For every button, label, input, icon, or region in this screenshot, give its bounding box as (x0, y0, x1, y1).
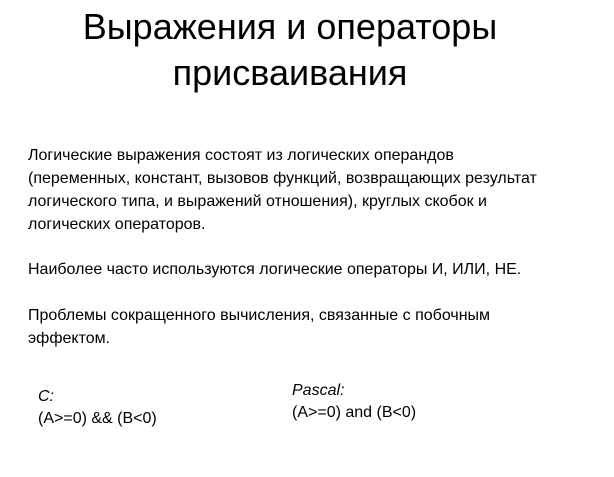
example-pascal (292, 380, 416, 424)
paragraph1-line-4: логических операторов. (28, 216, 206, 233)
example-c-label: C: (38, 388, 54, 405)
example-pascal-label: Pascal: (292, 382, 345, 399)
example-c (38, 386, 157, 430)
slide-title (40, 4, 540, 96)
title-line-2: присваивания (172, 52, 408, 93)
paragraph-logical-expressions (28, 144, 588, 236)
paragraph1-line-3: логического типа, и выражений отношения), круглых скобок и (28, 193, 487, 210)
paragraph1-line-2: (переменных, констант, вызовов функций, возвращающих результат (28, 170, 537, 187)
example-c-code: (A>=0) && (B<0) (38, 410, 157, 427)
paragraph-short-circuit (28, 304, 588, 350)
paragraph1-line-1: Логические выражения состоят из логических операндов (28, 147, 454, 164)
paragraph3-line-1: Проблемы сокращенного вычисления, связанные с побочным (28, 307, 491, 324)
paragraph3-line-2: эффектом. (28, 330, 111, 347)
title-line-1: Выражения и операторы (82, 6, 498, 47)
example-pascal-code: (A>=0) and (B<0) (292, 404, 417, 421)
paragraph-common-operators: Наиболее часто используются логические операторы И, ИЛИ, НЕ. (28, 261, 522, 278)
